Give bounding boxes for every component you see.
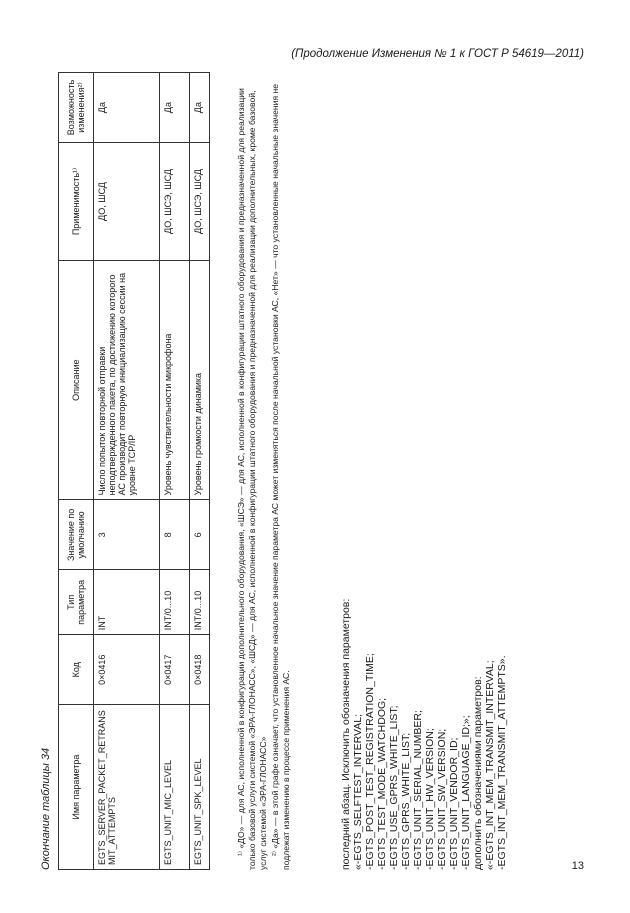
page-number: 13 bbox=[571, 860, 584, 872]
table-row bbox=[94, 73, 160, 870]
table-header-cell: Тип параметра bbox=[59, 570, 94, 635]
text-line: -EGTS_USE_GPRS_WHITE_LIST; bbox=[388, 705, 400, 870]
rotated-content bbox=[40, 70, 585, 870]
table-cell: INT/0...10 bbox=[160, 570, 190, 635]
table-cell: EGTS_UNIT_SPK_LEVEL bbox=[190, 705, 210, 870]
amendment-text bbox=[340, 270, 508, 870]
table-cell: Да bbox=[94, 73, 160, 143]
text-line: последний абзац. Исключить обозначения параметров: bbox=[340, 598, 352, 870]
table-row bbox=[160, 73, 190, 870]
table-cell: INT bbox=[94, 570, 160, 635]
text-line: дополнить обозначениями параметров: bbox=[472, 676, 484, 870]
table-footnotes bbox=[236, 72, 293, 870]
text-line: -EGTS_UNIT_VENDOR_ID; bbox=[448, 737, 460, 870]
table-header-cell: Значение по умолчанию bbox=[59, 500, 94, 570]
table-cell: 0×0418 bbox=[190, 635, 210, 705]
table-header-cell: Возможность изменения²⁾ bbox=[59, 73, 94, 143]
text-line: -EGTS_GPRS_WHITE_LIST; bbox=[400, 732, 412, 870]
running-header: (Продолжение Изменения № 1 к ГОСТ Р 54619—2011) bbox=[291, 48, 584, 60]
table-header-cell: Описание bbox=[59, 260, 94, 500]
text-line: -EGTS_UNIT_HW_VERSION; bbox=[424, 728, 436, 870]
text-line: -EGTS_INT_MEM_TRANSMIT_ATTEMPTS». bbox=[496, 655, 508, 870]
table-row bbox=[190, 73, 210, 870]
table-cell: 8 bbox=[160, 500, 190, 570]
footnote: ²⁾ «Да» — в этой графе означает, что установленное начальное значение параметра АС может изменяться после начальной установки АС, «Нет» — что установленные начальные значения не подлежат изменению в процессе применения АС. bbox=[270, 83, 291, 870]
table-cell: 3 bbox=[94, 500, 160, 570]
text-line: -EGTS_UNIT_SW_VERSION; bbox=[436, 728, 448, 870]
table-header-cell: Применимость¹⁾ bbox=[59, 143, 94, 261]
table-caption: Окончание таблицы 34 bbox=[40, 747, 52, 870]
table-cell: ДО, ШСЭ, ШСД bbox=[190, 143, 210, 261]
table-cell: ДО, ШСД bbox=[94, 143, 160, 261]
text-line: -EGTS_POST_TEST_REGISTRATION_TIME; bbox=[364, 653, 376, 870]
text-line: «-EGTS_SELFTEST_INTERVAL; bbox=[352, 714, 364, 870]
text-line: -EGTS_TEST_MODE_WATCHDOG; bbox=[376, 697, 388, 870]
footnote: ¹⁾ «ДО» — для АС, исполненной в конфигурации дополнительного оборудования, «ШСЭ» — для АС, исполненной в конфигурации штатного оборудования и предназначенной для реализации только базовой услуги системой «ЭРА-ГЛОНАСС», «ШСД» — для АС, исполненной в конфигурации штатного оборудования и предназначенной для реализации дополнительных, кроме базовой, услуг системой «ЭРА-ГЛОНАСС» bbox=[236, 88, 268, 870]
table-cell: EGTS_SERVER_PACKET_RETRANSMIT_ATTEMPTS bbox=[94, 705, 160, 870]
table-header-cell: Имя параметра bbox=[59, 705, 94, 870]
table-cell: 0×0416 bbox=[94, 635, 160, 705]
table-cell: Число попыток повторной отправки неподтвержденного пакета, по достижению которого АС производит повторную инициализацию сессии на уровне TCP/IP bbox=[94, 260, 160, 500]
parameters-table bbox=[58, 72, 210, 870]
table-header-row bbox=[59, 73, 94, 870]
table-cell: 6 bbox=[190, 500, 210, 570]
text-line: -EGTS_UNIT_LANGUAGE_ID;»; bbox=[460, 715, 472, 870]
table-cell: Уровень громкости динамика bbox=[190, 260, 210, 500]
text-line: «-EGTS_INT_MEM_TRANSMIT_INTERVAL; bbox=[484, 660, 496, 870]
table-header-cell: Код bbox=[59, 635, 94, 705]
table-cell: ДО, ШСЭ, ШСД bbox=[160, 143, 190, 261]
table-cell: INT/0...10 bbox=[190, 570, 210, 635]
table-cell: 0×0417 bbox=[160, 635, 190, 705]
table-cell: Да bbox=[160, 73, 190, 143]
table-cell: Да bbox=[190, 73, 210, 143]
table-cell: Уровень чувствительности микрофона bbox=[160, 260, 190, 500]
table-cell: EGTS_UNIT_MIC_LEVEL bbox=[160, 705, 190, 870]
text-line: -EGTS_UNIT_SERIAL_NUMBER; bbox=[412, 710, 424, 870]
